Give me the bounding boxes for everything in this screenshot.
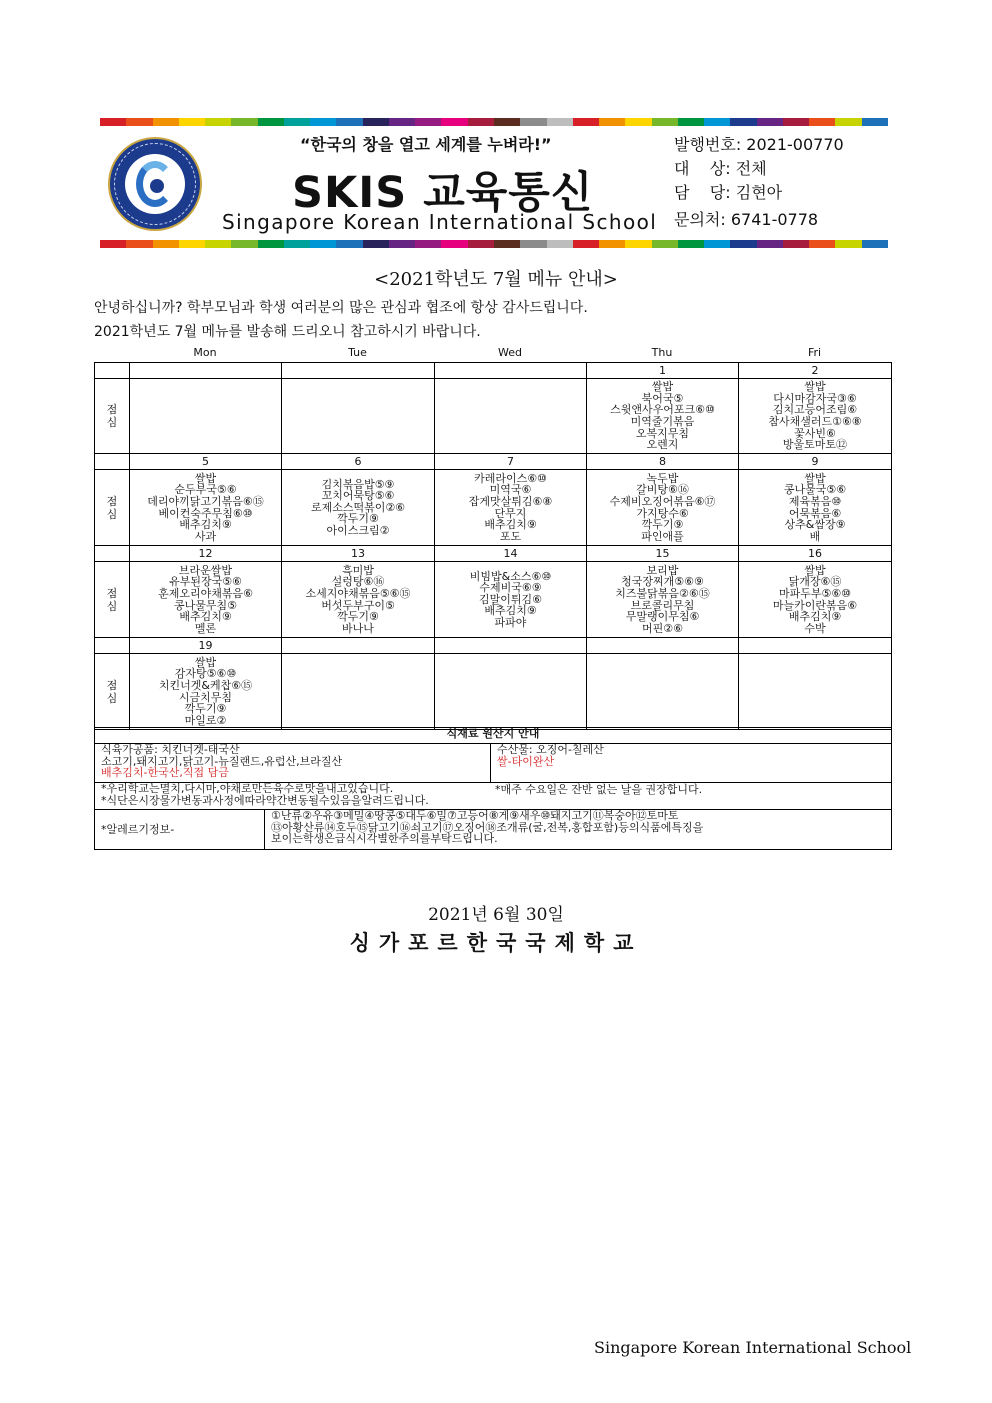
date-cell-thu: 1 <box>587 363 739 379</box>
origin-title: 식재료 원산지 안내 <box>95 728 892 744</box>
menu-item: 꼬치어묵탕⑤⑥ <box>321 489 395 503</box>
menu-cell-tue <box>282 654 435 730</box>
menu-item: 데리야끼닭고기볶음⑥⑮ <box>147 494 264 508</box>
menu-item: 흑미밥 <box>342 563 374 577</box>
menu-cell-mon <box>130 562 282 638</box>
menu-item: 단무지 <box>494 506 527 520</box>
stripe-segment <box>284 240 310 248</box>
stripe-segment <box>835 240 861 248</box>
allergy-line-1: ①난류②우유③메밀④땅콩⑤대두⑥밀⑦고등어⑧게⑨새우⑩돼지고기⑪복숭아⑫토마토 <box>271 809 679 822</box>
stripe-segment <box>678 240 704 248</box>
allergy-line-2: ⑬아황산류⑭호두⑮닭고기⑯쇠고기⑰오징어⑱조개류(굴,전복,홍합포함)등의식품에특징을 <box>271 820 704 834</box>
day-header-fri: Fri <box>807 346 822 359</box>
menu-item: 브라운쌀밥 <box>178 563 233 577</box>
stripe-segment <box>126 240 152 248</box>
menu-item: 어묵볶음⑥ <box>788 506 842 520</box>
date-cell-tue <box>282 638 435 654</box>
menu-item: 치즈불닭볶음②⑥⑮ <box>615 586 710 600</box>
contact-number: 문의처: 6741-0778 <box>674 210 819 229</box>
stripe-segment <box>625 240 651 248</box>
menu-item: 아이스크림② <box>326 523 390 537</box>
stripe-segment <box>100 240 126 248</box>
menu-item: 참사채샐러드①⑥⑧ <box>768 415 862 428</box>
stripe-segment <box>520 118 546 126</box>
menu-item: 파인애플 <box>641 529 684 543</box>
menu-cell-fri <box>739 654 892 730</box>
issue-date: 2021년 6월 30일 <box>428 905 564 925</box>
stripe-segment <box>441 240 467 248</box>
menu-item: 수제비국⑥⑨ <box>479 581 542 595</box>
menu-item: 바나나 <box>342 621 374 635</box>
date-row-label <box>95 363 130 379</box>
meal-row <box>95 379 892 454</box>
stripe-segment <box>468 240 494 248</box>
menu-cell-mon <box>130 654 282 730</box>
date-row <box>95 363 892 379</box>
menu-item: 브로콜리무침 <box>630 598 695 612</box>
date-cell-mon: 5 <box>130 454 282 470</box>
stripe-segment <box>415 118 441 126</box>
menu-cell-wed <box>435 562 587 638</box>
menu-item: 김말이튀김⑥ <box>479 592 542 606</box>
menu-item: 카레라이스⑥⑩ <box>474 471 547 485</box>
menu-item: 깍두기⑨ <box>184 702 227 716</box>
allergy-label: *알레르기정보- <box>95 810 265 850</box>
menu-item: 상추&쌈장⑨ <box>784 518 846 532</box>
date-cell-thu: 15 <box>587 546 739 562</box>
menu-item: 깍두기⑨ <box>337 610 379 624</box>
stripe-segment <box>678 118 704 126</box>
stripe-segment <box>809 240 835 248</box>
stripe-segment <box>415 240 441 248</box>
menu-item: 청국장찌개⑤⑥⑨ <box>621 575 704 589</box>
menu-item: 쌀밥 <box>194 471 217 485</box>
stripe-segment <box>126 118 152 126</box>
stripe-segment <box>100 118 126 126</box>
menu-item: 사과 <box>194 529 217 543</box>
menu-item: 쌀밥 <box>804 471 826 485</box>
stripe-segment <box>730 118 756 126</box>
date-cell-wed <box>435 638 587 654</box>
date-cell-fri: 9 <box>739 454 892 470</box>
stripe-segment <box>599 118 625 126</box>
stripe-segment <box>153 240 179 248</box>
school-logo <box>108 137 202 231</box>
color-stripe-bottom <box>100 240 888 248</box>
menu-item: 소세지야채볶음⑤⑥⑮ <box>305 586 411 600</box>
menu-item: 미역줄기볶음 <box>630 415 695 428</box>
menu-cell-wed <box>435 379 587 454</box>
stripe-segment <box>599 240 625 248</box>
slogan: “한국의 창을 열고 세계를 누벼라!” <box>300 135 552 154</box>
stripe-segment <box>205 240 231 248</box>
menu-item: 마늘카이란볶음⑥ <box>772 598 858 612</box>
menu-item: 깍두기⑨ <box>641 518 684 532</box>
masthead-title: SKIS 교육통신 <box>292 168 594 218</box>
menu-item: 쌀밥 <box>804 380 826 394</box>
date-row <box>95 546 892 562</box>
footer-school-name: Singapore Korean International School <box>594 1338 912 1357</box>
origin-meat-cell <box>95 744 491 783</box>
stripe-segment <box>704 240 730 248</box>
origin-meat-line-1: 식육가공품: 치킨너겟-태국산 <box>101 743 240 756</box>
menu-item: 수제비오징어볶음⑥⑰ <box>609 494 716 508</box>
notes-cell <box>95 783 892 810</box>
note-menu-change: *식단은시장물가변동과사정에따라약간변동될수있음을알려드립니다. <box>101 793 429 807</box>
menu-item: 미역국⑥ <box>489 483 532 497</box>
stripe-segment <box>730 240 756 248</box>
menu-item: 깍두기⑨ <box>337 512 379 526</box>
stripe-segment <box>573 240 599 248</box>
stripe-segment <box>625 118 651 126</box>
menu-item: 콩나물무침⑤ <box>174 598 237 612</box>
date-cell-fri: 16 <box>739 546 892 562</box>
meal-label: 점 심 <box>95 654 130 730</box>
menu-item: 녹두밥 <box>646 471 679 485</box>
date-cell-tue: 6 <box>282 454 435 470</box>
menu-cell-fri <box>739 562 892 638</box>
menu-item: 북어국⑤ <box>641 391 684 405</box>
date-row <box>95 454 892 470</box>
meal-label: 점 심 <box>95 379 130 454</box>
stripe-segment <box>363 240 389 248</box>
menu-item: 다시마감자국③⑥ <box>773 391 857 405</box>
stripe-segment <box>757 118 783 126</box>
menu-item: 파파야 <box>494 615 527 629</box>
menu-item: 쌀밥 <box>194 655 217 669</box>
menu-item: 마파두부⑤⑥⑩ <box>778 586 852 600</box>
origin-rice: 쌀-타이완산 <box>497 754 555 768</box>
menu-item: 설렁탕⑥⑯ <box>331 575 385 589</box>
date-row <box>95 638 892 654</box>
stripe-segment <box>205 118 231 126</box>
menu-cell-fri <box>739 379 892 454</box>
menu-item: 베이컨숙주무침⑥⑩ <box>158 506 253 520</box>
menu-item: 스윗앤사우어포크⑥⑩ <box>610 403 715 417</box>
stripe-segment <box>704 118 730 126</box>
menu-cell-fri <box>739 470 892 546</box>
intro-line-1: 안녕하십니까? 학부모님과 학생 여러분의 많은 관심과 협조에 항상 감사드립니다. <box>94 300 588 316</box>
menu-item: 오렌지 <box>646 438 679 452</box>
note-wednesday: *매주 수요일은 잔반 없는 날을 권장합니다. <box>495 783 703 796</box>
menu-item: 유부된장국⑤⑥ <box>169 575 242 589</box>
stripe-segment <box>258 240 284 248</box>
stripe-segment <box>258 118 284 126</box>
menu-item: 수박 <box>804 621 826 635</box>
date-row-label <box>95 546 130 562</box>
menu-item: 꽃사빈⑥ <box>794 426 836 440</box>
menu-item: 가지탕수⑥ <box>636 506 689 520</box>
stripe-segment <box>835 118 861 126</box>
origin-info-table <box>94 727 892 850</box>
menu-cell-mon <box>130 470 282 546</box>
stripe-segment <box>389 118 415 126</box>
date-cell-wed: 7 <box>435 454 587 470</box>
meal-row <box>95 562 892 638</box>
meal-label: 점 심 <box>95 470 130 546</box>
menu-item: 머핀②⑥ <box>642 621 683 635</box>
stripe-segment <box>153 118 179 126</box>
menu-item: 김치고등어조림⑥ <box>772 403 858 417</box>
menu-item: 김치볶음밥⑤⑨ <box>321 477 395 491</box>
stripe-segment <box>757 240 783 248</box>
date-cell-tue: 13 <box>282 546 435 562</box>
stripe-segment <box>441 118 467 126</box>
stripe-segment <box>284 118 310 126</box>
school-name-korean: 싱가포르한국국제학교 <box>349 930 643 955</box>
stripe-segment <box>468 118 494 126</box>
menu-table <box>94 362 892 730</box>
menu-cell-tue <box>282 562 435 638</box>
stripe-segment <box>862 118 888 126</box>
menu-item: 치킨너겟&케찹⑥⑮ <box>158 678 253 692</box>
menu-item: 배추김치⑨ <box>484 518 537 532</box>
stripe-segment <box>547 240 573 248</box>
meal-row <box>95 654 892 730</box>
menu-item: 잡게맛살튀김⑥⑧ <box>468 494 553 508</box>
origin-seafood: 수산물: 오징어-칠레산 <box>497 743 604 756</box>
date-cell-fri <box>739 638 892 654</box>
date-cell-mon: 12 <box>130 546 282 562</box>
menu-item: 무말랭이무침⑥ <box>625 610 700 624</box>
menu-item: 제육볶음⑩ <box>788 494 842 508</box>
menu-item: 배 <box>809 529 821 543</box>
origin-kimchi: 배추김치-한국산,직접 담금 <box>101 766 229 780</box>
stripe-segment <box>310 240 336 248</box>
menu-item: 배추김치⑨ <box>179 518 232 532</box>
menu-item: 갈비탕⑥⑯ <box>636 483 689 497</box>
menu-cell-mon <box>130 379 282 454</box>
menu-item: 오복지무침 <box>635 426 690 440</box>
menu-cell-thu <box>587 562 739 638</box>
stripe-segment <box>363 118 389 126</box>
stripe-segment <box>573 118 599 126</box>
menu-cell-thu <box>587 654 739 730</box>
stripe-segment <box>179 118 205 126</box>
notice-title: <2021학년도 7월 메뉴 안내> <box>374 269 618 290</box>
menu-item: 닭개장⑥⑮ <box>788 575 842 589</box>
allergy-line-3: 보이는학생은급식시각별한주의를부탁드립니다. <box>271 832 498 846</box>
stripe-segment <box>179 240 205 248</box>
meal-row <box>95 470 892 546</box>
menu-cell-tue <box>282 379 435 454</box>
stripe-segment <box>231 240 257 248</box>
menu-item: 배추김치⑨ <box>788 610 842 624</box>
date-cell-thu <box>587 638 739 654</box>
menu-item: 쌀밥 <box>651 380 674 394</box>
date-row-label <box>95 454 130 470</box>
menu-item: 보리밥 <box>646 563 679 577</box>
menu-item: 콩나물국⑤⑥ <box>783 483 847 497</box>
note-broth: *우리학교는멸치,다시마,야채로만든육수로맛을내고있습니다. <box>101 782 394 795</box>
day-header-wed: Wed <box>498 346 522 359</box>
date-cell-wed <box>435 363 587 379</box>
allergy-info-cell <box>265 810 892 850</box>
date-cell-thu: 8 <box>587 454 739 470</box>
menu-cell-wed <box>435 654 587 730</box>
school-name-english: Singapore Korean International School <box>222 210 658 234</box>
intro-line-2: 2021학년도 7월 메뉴를 발송해 드리오니 참고하시기 바랍니다. <box>94 324 481 340</box>
stripe-segment <box>494 118 520 126</box>
menu-item: 배추김치⑨ <box>179 610 232 624</box>
stripe-segment <box>652 240 678 248</box>
menu-item: 마일로② <box>184 713 227 727</box>
menu-item: 로제소스떡볶이②⑥ <box>310 500 406 514</box>
day-header-thu: Thu <box>651 346 673 359</box>
menu-cell-wed <box>435 470 587 546</box>
stripe-segment <box>231 118 257 126</box>
stripe-segment <box>310 118 336 126</box>
stripe-segment <box>809 118 835 126</box>
day-header-tue: Tue <box>348 346 367 359</box>
manager: 담 당: 김현아 <box>674 183 783 202</box>
menu-item: 감자탕⑤⑥⑩ <box>174 667 237 681</box>
menu-item: 배추김치⑨ <box>484 604 537 618</box>
date-cell-tue <box>282 363 435 379</box>
menu-item: 방울토마토⑫ <box>782 438 848 452</box>
stripe-segment <box>783 118 809 126</box>
date-cell-mon <box>130 363 282 379</box>
stripe-segment <box>336 118 362 126</box>
stripe-segment <box>547 118 573 126</box>
origin-meat-line-2: 소고기,돼지고기,닭고기-뉴질랜드,유럽산,브라질산 <box>101 754 343 768</box>
menu-cell-thu <box>587 470 739 546</box>
menu-item: 버섯두부구이⑤ <box>321 598 395 612</box>
menu-item: 쌀밥 <box>804 563 826 577</box>
color-stripe-top <box>100 118 888 126</box>
menu-item: 훈제오리야채볶음⑥ <box>158 586 253 600</box>
date-cell-mon: 19 <box>130 638 282 654</box>
menu-item: 시금치무침 <box>178 690 233 704</box>
target-audience: 대 상: 전체 <box>674 159 767 178</box>
origin-seafood-cell <box>491 744 892 783</box>
issue-number: 발행번호: 2021-00770 <box>674 135 844 154</box>
stripe-segment <box>862 240 888 248</box>
stripe-segment <box>494 240 520 248</box>
day-header-mon: Mon <box>193 346 217 359</box>
meal-label: 점 심 <box>95 562 130 638</box>
date-row-label <box>95 638 130 654</box>
menu-cell-thu <box>587 379 739 454</box>
date-cell-wed: 14 <box>435 546 587 562</box>
menu-cell-tue <box>282 470 435 546</box>
menu-item: 멜론 <box>194 621 217 635</box>
stripe-segment <box>520 240 546 248</box>
menu-item: 포도 <box>499 529 522 543</box>
stripe-segment <box>389 240 415 248</box>
menu-item: 비빔밥&소스⑥⑩ <box>469 569 552 583</box>
stripe-segment <box>336 240 362 248</box>
stripe-segment <box>652 118 678 126</box>
date-cell-fri: 2 <box>739 363 892 379</box>
stripe-segment <box>783 240 809 248</box>
menu-item: 순두부국⑤⑥ <box>174 483 237 497</box>
